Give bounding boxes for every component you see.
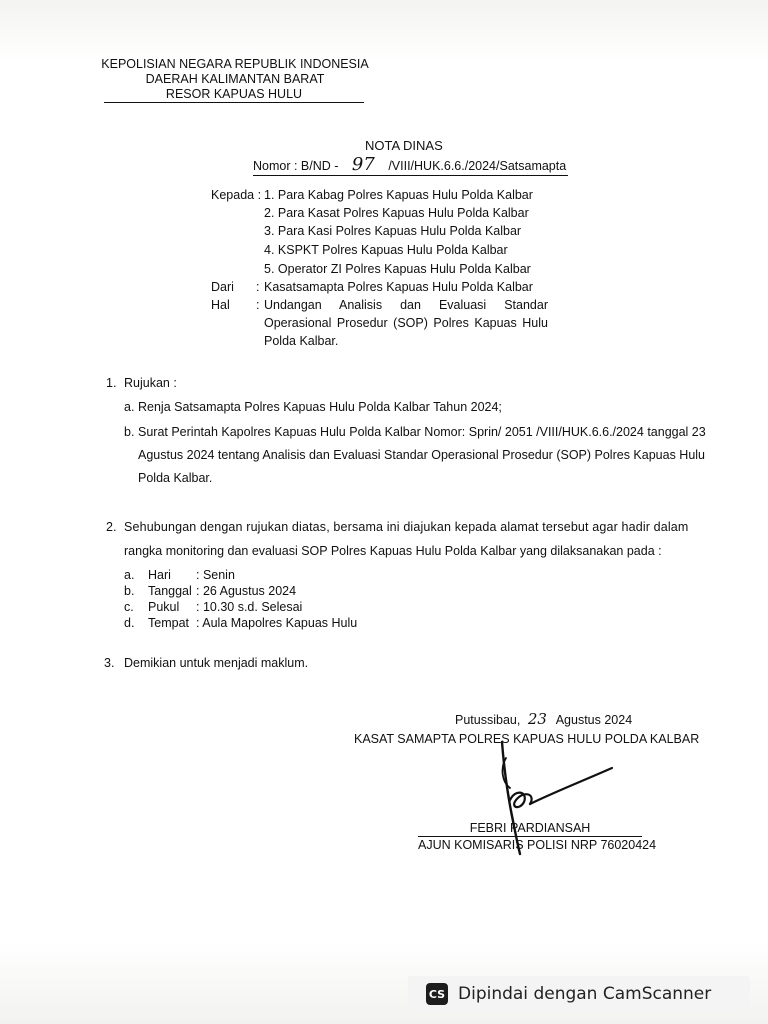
signature-date [455,710,632,729]
dari-colon: : [256,280,260,294]
section1-b-line3: Polda Kalbar. [138,471,213,485]
header-line-3: RESOR KAPUAS HULU [104,87,364,103]
detail-d-label: Tempat [148,616,189,630]
section1-b-label: b. [124,425,135,439]
section3-text: Demikian untuk menjadi maklum. [124,656,309,670]
signature-month-year: Agustus 2024 [555,713,633,727]
kepada-item-2: 2. Para Kasat Polres Kapuas Hulu Polda Kalbar [264,206,529,220]
kepada-item-3: 3. Para Kasi Polres Kapuas Hulu Polda Kalbar [264,224,522,238]
section1-b-line2: Agustus 2024 tentang Analisis dan Evaluasi Standar Operasional Prosedur (SOP) Polres Kapuas Hulu [138,448,705,462]
nomor-handwritten: 97 [351,154,375,175]
section3-number: 3. [104,656,115,670]
document-title: NOTA DINAS [365,138,443,153]
header-line-2: DAERAH KALIMANTAN BARAT [145,72,325,86]
detail-c-label: Pukul [148,600,180,614]
header-line-1: KEPOLISIAN NEGARA REPUBLIK INDONESIA [101,57,369,71]
dari-label: Dari [211,280,234,294]
signatory-rank: AJUN KOMISARIS POLISI NRP 76020424 [418,838,657,852]
signatory-name: FEBRI PARDIANSAH [418,820,642,837]
detail-a-label: Hari [148,568,171,582]
kepada-item-5: 5. Operator ZI Polres Kapuas Hulu Polda Kalbar [264,262,531,276]
signature-place: Putussibau, [455,713,521,727]
detail-b-letter: b. [124,584,135,598]
signature-day-handwritten: 23 [527,710,547,728]
camscanner-text: Dipindai dengan CamScanner [458,984,712,1004]
detail-b-label: Tanggal [148,584,192,598]
section1-title: Rujukan : [124,376,177,390]
detail-a-value: : Senin [196,568,235,582]
camscanner-logo-icon: CS [426,983,448,1005]
detail-a-letter: a. [124,568,135,582]
kepada-label: Kepada : [211,188,262,202]
camscanner-watermark [408,976,750,1012]
detail-b-value: : 26 Agustus 2024 [196,584,297,598]
kepada-item-4: 4. KSPKT Polres Kapuas Hulu Polda Kalbar [264,243,508,257]
dari-value: Kasatsamapta Polres Kapuas Hulu Polda Kalbar [264,280,533,294]
section2-line1: Sehubungan dengan rujukan diatas, bersama ini diajukan kepada alamat tersebut agar hadir dalam [124,520,689,534]
signature-position: KASAT SAMAPTA POLRES KAPUAS HULU POLDA KALBAR [354,732,700,746]
nomor-line [253,154,568,176]
section1-b-line1: Surat Perintah Kapolres Kapuas Hulu Polda Kalbar Nomor: Sprin/ 2051 /VIII/HUK.6.6./2024 tanggal 23 [138,425,706,439]
section2-number: 2. [106,520,117,534]
detail-d-letter: d. [124,616,135,630]
hal-value: Undangan Analisis dan Evaluasi Standar Operasional Prosedur (SOP) Polres Kapuas Hulu Polda Kalbar. [264,298,548,348]
section1-a-text: Renja Satsamapta Polres Kapuas Hulu Polda Kalbar Tahun 2024; [138,400,502,414]
section1-a-label: a. [124,400,135,414]
nomor-suffix: /VIII/HUK.6.6./2024/Satsamapta [388,159,567,173]
section1-number: 1. [106,376,117,390]
nomor-prefix: Nomor : B/ND - [253,159,339,173]
section2-line2: rangka monitoring dan evaluasi SOP Polres Kapuas Hulu Polda Kalbar yang dilaksanakan pada : [124,544,662,558]
detail-d-value: : Aula Mapolres Kapuas Hulu [196,616,358,630]
detail-c-value: : 10.30 s.d. Selesai [196,600,303,614]
kepada-item-1: 1. Para Kabag Polres Kapuas Hulu Polda Kalbar [264,188,533,202]
hal-colon: : [256,298,260,312]
detail-c-letter: c. [124,600,134,614]
hal-label: Hal [211,298,230,312]
